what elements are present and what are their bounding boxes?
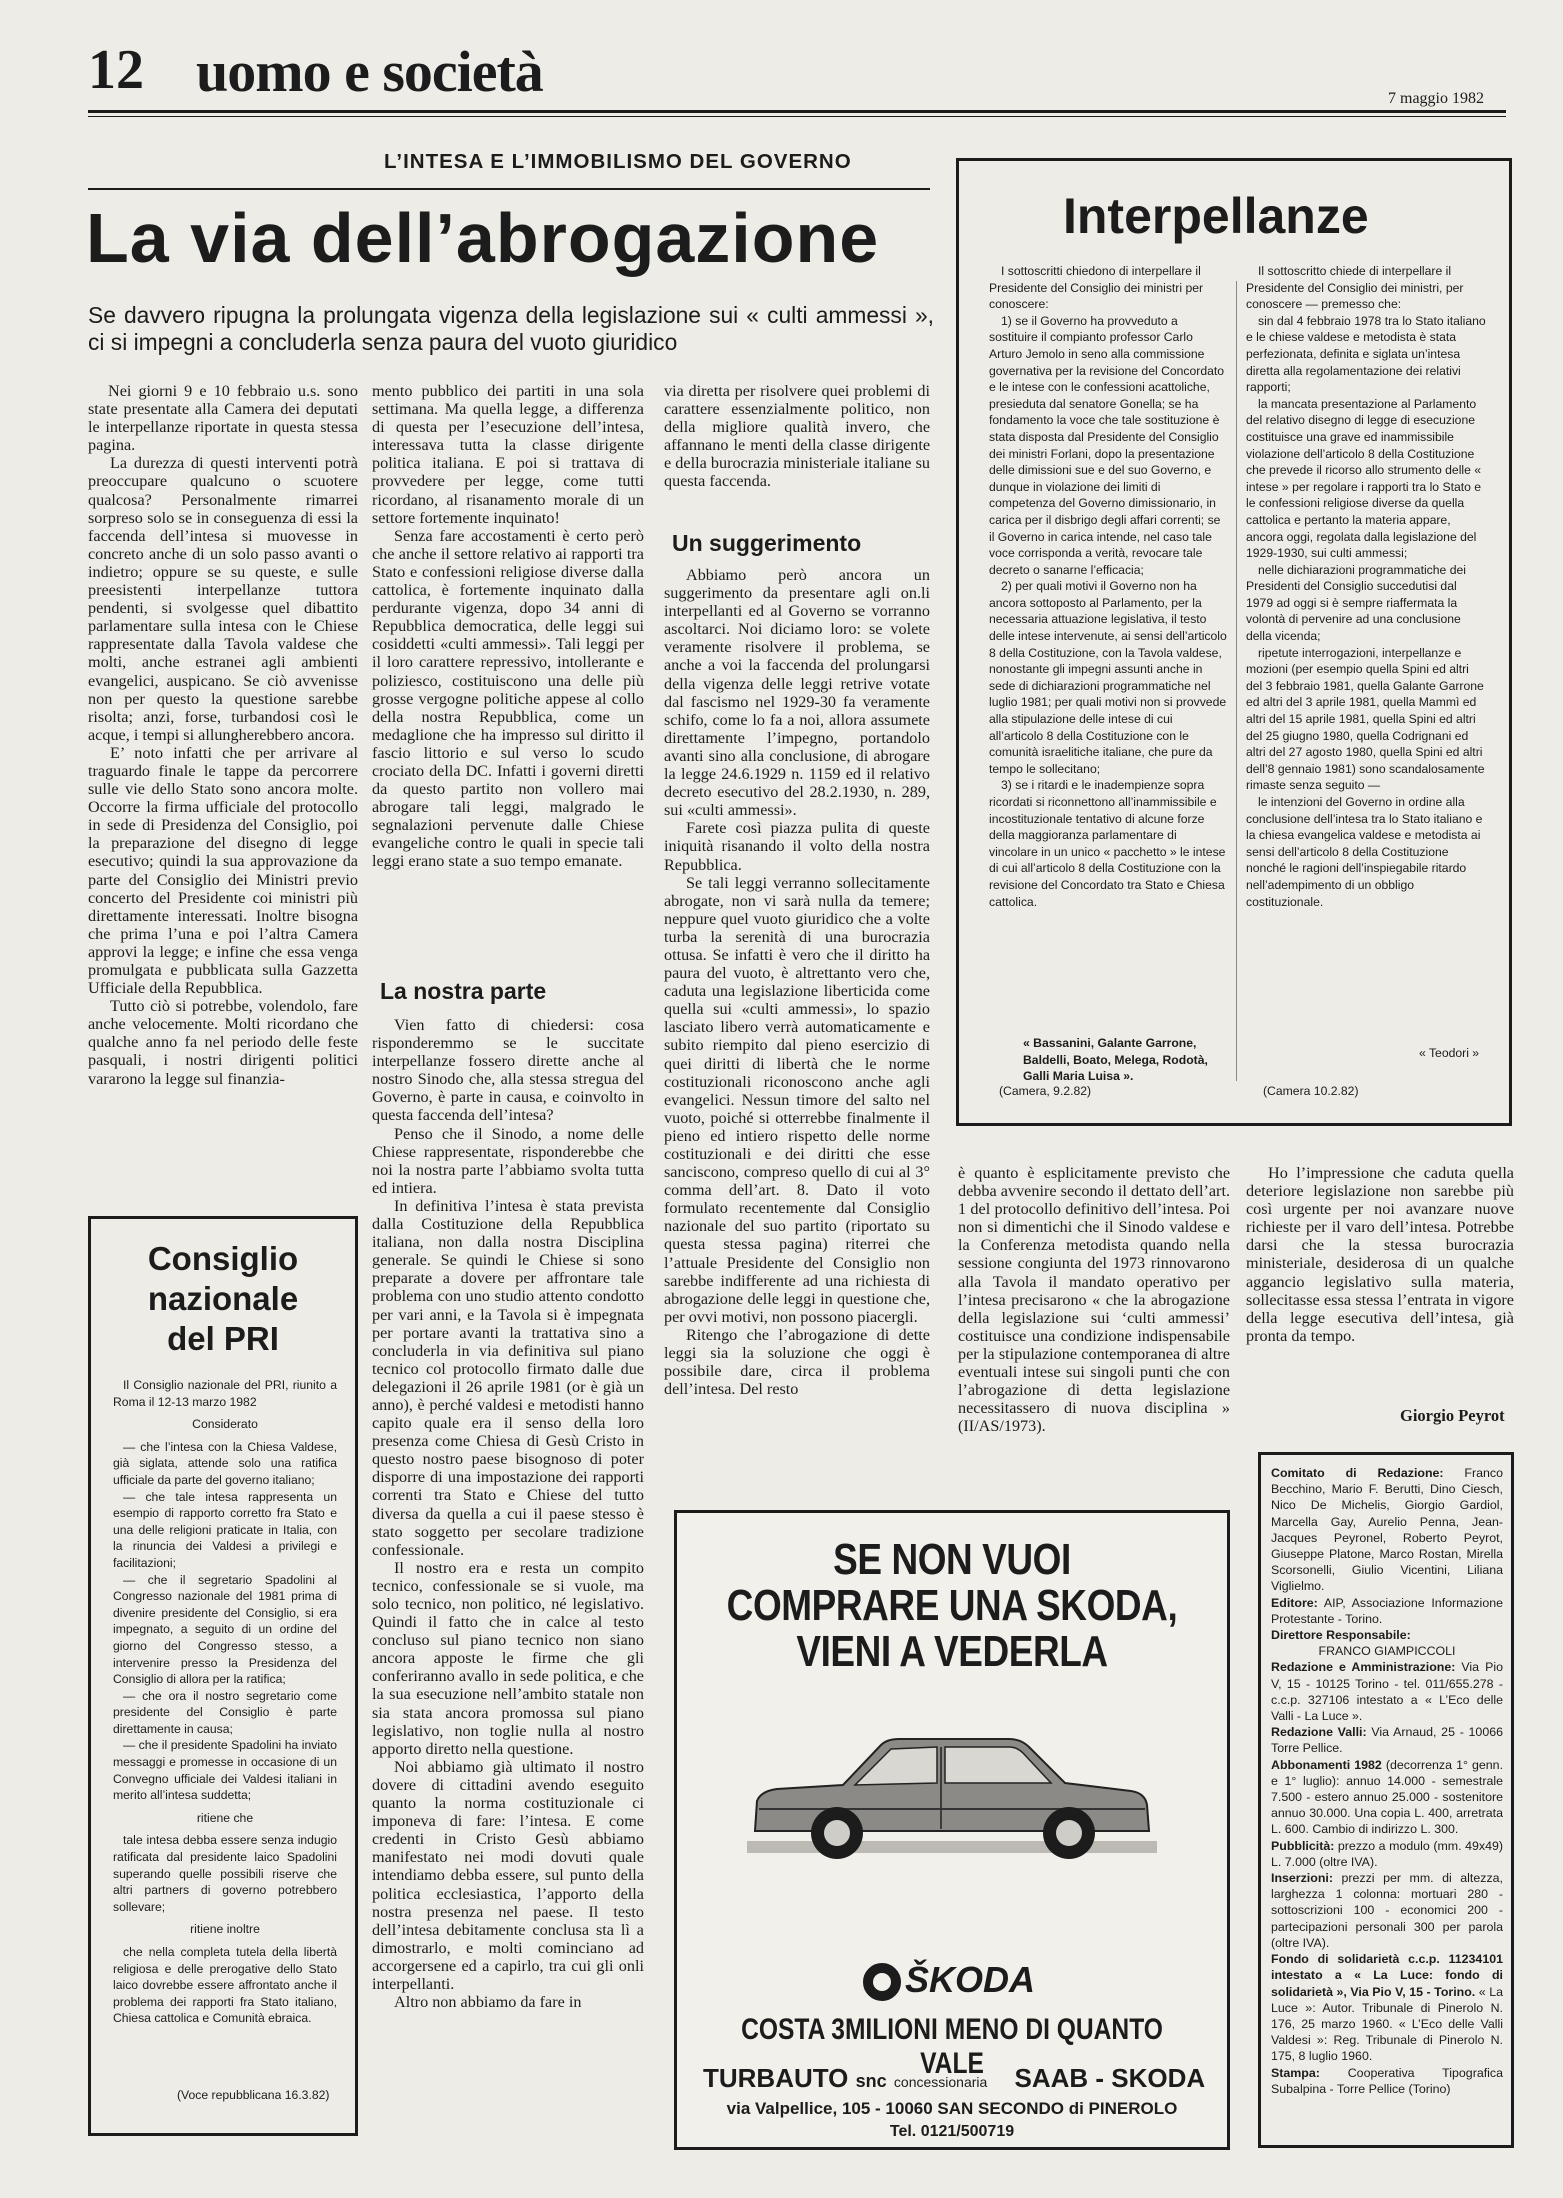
skoda-logo-inner (873, 1973, 891, 1991)
paragraph: Il sottoscritto chiede di interpellare il Presidente del Consiglio dei ministri, per conoscere — premesso che: (1246, 264, 1464, 312)
masthead-line (1271, 1627, 1503, 1643)
masthead-label: Comitato di Redazione: (1271, 1466, 1444, 1480)
masthead-line (1271, 1838, 1503, 1870)
interpellanze-right (1246, 263, 1486, 1003)
masthead-label: Inserzioni: (1271, 1871, 1333, 1886)
paragraph: ripetute interrogazioni, interpellanze e mozioni (per esempio quella Spini ed altri del 3 febbraio 1981, quella Galante Garrone ed altri del 3 aprile 1981, quella Mammì ed altri del 15 aprile 1981, quella Spini ed altri del 25 giugno 1980, quella Codrignani ed altri del 27 agosto 1980, quella Spini ed altri dell’8 gennaio 1981) sono scandalosamente rimaste senza seguito — (1246, 645, 1485, 793)
masthead-text: Via Arnaud, 25 - 10066 Torre Pellice. (1271, 1725, 1503, 1756)
paragraph: Vien fatto di chiedersi: cosa risponderemmo se le succitate interpellanze fossero dirette anche al nostro Sinodo che, alla stessa stregua del Governo, è parte in causa, e coinvolto in questa faccenda dell’intesa? (372, 1016, 644, 1125)
masthead-line (1271, 1870, 1503, 1951)
car-shadow (747, 1841, 1157, 1853)
paragraph: Noi abbiamo già ultimato il nostro dovere di cittadini avendo eseguito quanto la norma costituzionale ci imponeva di fare: l’intesa. E come credenti in Cristo Gesù abbiamo manifestato nei modi dovuti quale intendiamo debba essere, sul punto della politica ecclesiastica, l’apporto della nostra presenza nel paese. Il testo dell’intesa debitamente conclusa sta lì a dimostrarlo, e molti cominciano ad accorgersene ed a capirlo, tra cui gli onli interpellanti. (372, 1757, 644, 1993)
masthead-line (1271, 1643, 1503, 1659)
paragraph: Abbiamo però ancora un suggerimento da presentare agli on.li interpellanti ed al Governo se vorranno ascoltarci. Noi diciamo loro: se volete veramente risolvere il problema, se anche a voi la faccenda del prolungarsi della vigenza delle leggi retrive votate dal fascismo nel 1929-30 fa veramente schifo, come lo fa a noi, allora assumete direttamente l’impegno, portandolo avanti sino alla conclusione, di abrogare la legge 24.6.1929 n. 1159 ed il relativo decreto esecutivo del 28.2.1930, n. 289, sui «culti ammessi». (664, 566, 930, 820)
pri-considerato: Considerato (192, 1417, 258, 1432)
masthead-text: prezzi per mm. di altezza, larghezza 1 colonna: mortuari 280 - sottoscrizioni 100 - economici 200 - partecipazioni personali 300 per parola (oltre IVA). (1271, 1871, 1503, 1950)
masthead-label: Direttore Responsabile: (1271, 1628, 1411, 1643)
paragraph: Ho l’impressione che caduta quella deteriore legislazione non sarebbe più così urgente per noi avanzare nuove richieste per il varo dell’intesa. Potrebbe darsi che la stessa burocrazia ministeriale, desiderosa di un qualche aggancio legislativo sulla materia, sollecitasse essa stessa l’entrata in vigore della legge esecutiva dell’intesa, già pronta da tempo. (1246, 1164, 1514, 1345)
section-title: uomo e società (196, 39, 543, 104)
article-column-4 (958, 1164, 1230, 1494)
ad-headline-line: COMPRARE UNA SKODA, (726, 1581, 1178, 1630)
masthead-text: « La Luce »: Autor. Tribunale di Pinerolo N. 176, 25 marzo 1960. « L’Eco delle Valli Valdesi »: Reg. Tribunale di Pinerolo N. 175, 8 luglio 1960. (1271, 1984, 1503, 2064)
paragraph: Altro non abbiamo da fare in (394, 1993, 582, 2012)
masthead-text: (decorrenza 1° genn. e 1° luglio): annuo 14.000 - semestrale 7.500 - estero annuo 25.000 - sostenitore annuo 30.000. Una copia L. 400, arretrata L. 600. Cambio di indirizzo L. 300. (1271, 1757, 1503, 1837)
masthead-line (1271, 1465, 1503, 1595)
paragraph: Penso che il Sinodo, a nome delle Chiese rappresentate, risponderebbe che noi la nostra parte l’abbiamo svolta tutta ed intiera. (372, 1124, 644, 1197)
ad-brand: ŠKODA (905, 1959, 1036, 2000)
paragraph: Farete così piazza pulita di queste iniquità risanando il volto della nostra Repubblica. (664, 819, 930, 874)
masthead-text: Franco Becchino, Mario F. Berutti, Dino Ciesch, Nico De Michelis, Giorgio Gardiol, Marcella Gay, Aurelio Penna, Jean-Jacques Peyronel, Roberto Peyrot, Giuseppe Platone, Marco Rostan, Mirella Scorsonelli, Giulio Vicentini, Liliana Viglielmo. (1271, 1466, 1503, 1594)
masthead-label: Editore: (1271, 1595, 1318, 1610)
masthead-text: Via Pio V, 15 - 10125 Torino - tel. 011/655.278 - c.c.p. 327106 intestato a « L’Eco delle Valli - La Luce ». (1271, 1660, 1503, 1724)
interpellanze-right-signer: « Teodori » (1419, 1046, 1480, 1060)
ad-dealer-role: concessionaria (893, 2074, 988, 2090)
paragraph: la mancata presentazione al Parlamento del relativo disegno di legge di esecuzione costituisce una grave ed inammissibile violazione dell’articolo 8 della Costituzione che prevede il ricorso allo strumento delle « intese » per regolare i rapporti tra lo Stato e le confessioni religiose diverse da quella cattolica e pertanto la materia appare, ancora oggi, regolata dalla legislazione del 1929-1930, sui culti ammessi; (1246, 396, 1482, 561)
ad-phone: Tel. 0121/500719 (889, 2123, 1015, 2140)
article-subtitle: Se davvero ripugna la prolungata vigenza della legislazione sui « culti ammessi », ci si impegni a concluderla senza paura del vuoto giuridico (88, 302, 934, 355)
article-headline: La via dell’abrogazione (86, 199, 880, 277)
paragraph: Ritengo che l’abrogazione di dette leggi sia la soluzione che oggi è possibile dare, circa il problema dell’intesa. Del resto (664, 1325, 930, 1399)
skoda-logo-icon (863, 1963, 901, 2001)
paragraph: Nei giorni 9 e 10 febbraio u.s. sono state presentate alla Camera dei deputati le interpellanze riportate in questa stessa pagina. (88, 382, 358, 455)
article-column-5 (1246, 1164, 1514, 1408)
kicker-rule (88, 188, 930, 190)
ad-headline-line: SE NON VUOI (833, 1535, 1071, 1584)
pri-item: — che il presidente Spadolini ha inviato messaggi e promesse in occasione di un Convegno ufficiale dei Valdesi italiani in merito all’intesa suddetta; (113, 1738, 337, 1803)
masthead-line (1271, 1659, 1503, 1724)
paragraph: Tutto ciò si potrebbe, volendolo, fare anche velocemente. Molti ricordano che qualche anno fa nel periodo delle feste pasquali, i nostri dirigenti politici vararono la legge sul finanzia- (88, 997, 358, 1088)
pri-box (88, 1216, 358, 2136)
masthead-body (1271, 1465, 1503, 2141)
pri-item: — che ora il nostro segretario come presidente del Consiglio è parte direttamente in causa; (113, 1688, 337, 1736)
pri-item: — che il segretario Spadolini al Congresso nazionale del 1981 prima di divenire presidente del Consiglio, si era impegnato, a seguito di un ordine del giorno del Congresso stesso, a intervenire presso la Presidenza del Consiglio di allora per la ratifica; (113, 1572, 337, 1687)
paragraph: 1) se il Governo ha provveduto a sostituire il compianto professor Carlo Arturo Jemolo in seno alla commissione governativa per la revisione del Concordato e le intese con le confessioni acattoliche, presieduta dal senatore Gonella; se ha fondamento la voce che tale sostituzione è stata disposta dal Presidente del Consiglio dei ministri Forlani, dopo la presentazione delle dimissioni sue e del suo Governo, e dunque in violazione dei limiti di competenza del Governo dimissionario, in carica per il disbrigo degli affari correnti; se il Governo in carica intende, nel caso tale voce corrisponda a verità, revocare tale decreto o sanarne l’efficacia; (989, 313, 1225, 577)
masthead-line (1271, 1595, 1503, 1627)
ad-address: via Valpellice, 105 - 10060 SAN SECONDO di PINEROLO (726, 2099, 1178, 2118)
pri-title-line: nazionale (147, 1280, 299, 1317)
masthead-box (1258, 1452, 1514, 2148)
paragraph: Il Consiglio nazionale del PRI, riunito a Roma il 12-13 marzo 1982 (113, 1378, 337, 1409)
header-date: 7 maggio 1982 (1388, 90, 1484, 107)
paragraph: è quanto è esplicitamente previsto che debba avvenire secondo il dettato dell’art. 1 del protocollo definitivo dell’intesa. Poi non si dimentichi che il Sinodo valdese e la Conferenza metodista quando nella sessione congiunta del 1973 rinnovarono alla Tavola il mandato operativo per l’intesa precisarono « che la abrogazione della legislazione sui ‘culti ammessi’ costituisce una condizione indispensabile per la stipulazione contemporanea di altre eventuali intese sui singoli punti che con l’abrogazione di detta legislazione necessitassero di nuova disciplina » (II/AS/1973). (958, 1164, 1230, 1436)
masthead-label: Abbonamenti 1982 (1271, 1757, 1382, 1772)
interpellanze-box (956, 158, 1512, 1126)
ad-headline (721, 1537, 1183, 1675)
pri-title (91, 1239, 355, 1359)
paragraph: In definitiva l’intesa è stata prevista dalla Costituzione della Repubblica italiana, non dalla nostra Disciplina generale. Se quindi le Chiese si sono preparate a dovere per affrontare tale problema con uno studio attento condotto per vari anni, e la Tavola si è impegnata per portare avanti la trattativa sino a concluderla in via definitiva sul piano tecnico col protocollo firmato dalle due delegazioni il 26 aprile 1981 (or è già un anno), è perché valdesi e metodisti hanno capito quale era il senso della loro presenza come Chiesa di Gesù Cristo in questo nostro paese bisognoso di poter disporre di una impostazione dei rapporti correnti tra Stato e Chiese del tutto diversa da quella a cui il paese stesso è stato soggetto per secolare tradizione confessionale. (372, 1196, 644, 1559)
pri-item: — che l’intesa con la Chiesa Valdese, già siglata, attende solo una ratifica ufficiale da parte del governo italiano; (113, 1439, 337, 1487)
ad-headline-line: VIENI A VEDERLA (796, 1627, 1108, 1676)
article-author: Giorgio Peyrot (1400, 1406, 1505, 1425)
masthead-text: FRANCO GIAMPICCOLI (1318, 1644, 1456, 1659)
ad-dealer-snc: snc (855, 2071, 887, 2091)
car-hub-rear (1056, 1820, 1082, 1846)
pri-title-line: Consiglio (147, 1240, 299, 1277)
pri-item: — che tale intesa rappresenta un esempio di rapporto corretto fra Stato e una delle religioni praticate in Italia, con la rinuncia dei Valdesi a privilegi e facilitazioni; (113, 1489, 337, 1570)
subhead-suggerimento: Un suggerimento (672, 530, 862, 556)
masthead-label: Stampa: (1271, 2065, 1320, 2080)
skoda-ad (674, 1510, 1230, 2150)
ad-dealer-brands: SAAB - SKODA (1014, 2063, 1206, 2093)
interpellanze-divider (1236, 281, 1237, 1081)
paragraph: mento pubblico dei partiti in una sola settimana. Ma quella legge, a differenza di questa per l’esecuzione dell’intesa, interessava tutta la classe dirigente politica italiana. E poi si trattava di provvedere per legge, come tutti ricordano, al risanamento morale di un settore fortemente inquinato! (372, 382, 644, 527)
pri-ritiene: ritiene che (196, 1810, 254, 1825)
masthead-line (1271, 2065, 1503, 2097)
masthead-label: Redazione Valli: (1271, 1725, 1367, 1740)
article-column-3b (664, 566, 930, 1492)
header-rule-thin (88, 116, 1506, 117)
pri-body (113, 1377, 337, 2067)
car-illustration (747, 1713, 1157, 1883)
masthead-text: prezzo a modulo (mm. 49x49) L. 7.000 (oltre IVA). (1271, 1838, 1503, 1869)
masthead-label: Fondo di solidarietà c.c.p. 11234101 intestato a « La Luce: fondo di solidarietà », Via Pio V, 15 - Torino. (1271, 1952, 1503, 1999)
paragraph: Il nostro era e resta un compito tecnico, confessionale se si vuole, ma solo tecnico, non politico, né legislativo. Quindi il fatto che in calce al testo concluso sul piano tecnico non siano ancora apposte le firme che gli conferiranno avallo in sede politica, e che la sua esecuzione nell’ambito statale non sia stata ancora promossa sul piano legislativo, non toglie nulla al nostro apporto diretto nella questione. (372, 1558, 644, 1758)
ad-dealer-row (703, 2063, 1213, 2094)
masthead-line (1271, 1724, 1503, 1756)
paragraph: nelle dichiarazioni programmatiche dei Presidenti del Consiglio succedutisi dal 1979 ad oggi si è sempre riaffermata la volontà di pervenire ad una conclusione della vicenda; (1246, 562, 1466, 644)
article-column-3 (664, 382, 930, 512)
paragraph: I sottoscritti chiedono di interpellare il Presidente del Consiglio dei ministri per conoscere: (989, 264, 1204, 312)
masthead-text: Cooperativa Tipografica Subalpina - Torre Pellice (Torino) (1271, 2065, 1503, 2096)
paragraph: le intenzioni del Governo in ordine alla conclusione dell’intesa tra lo Stato italiano e la chiesa evangelica valdese e metodista ai sensi dell’articolo 8 della Costituzione nonché le ragioni dell’inspiegabile ritardo nell’adempimento di un obbligo costituzionale. (1246, 795, 1483, 909)
article-column-2b (372, 1016, 644, 2168)
interpellanze-title: Interpellanze (1063, 188, 1369, 244)
article-column-2 (372, 382, 644, 962)
paragraph: La durezza di questi interventi potrà preoccupare qualcuno o scuotere qualcosa? Personalmente rimarrei sorpreso solo se in conseguenza di essi la faccenda dell’intesa si muovesse in concreto anche di un solo passo avanti o indietro; oppure se su queste, e sulle preesistenti interpellanze tuttora pendenti, si svolgesse quel dibattito parlamentare sulla intesa con le Chiese rappresentate dalla Tavola valdese che molti, anche estranei agli ambienti evangelici, auspicano. Se ciò avvenisse non per questo la questione sarebbe risolta; anzi, forse, turbandosi così le acque, i tempi si allungherebbero ancora. (88, 454, 358, 744)
interpellanze-right-source: (Camera 10.2.82) (1263, 1084, 1359, 1098)
page-number: 12 (88, 39, 144, 101)
car-hub-front (824, 1820, 850, 1846)
pri-source: (Voce repubblicana 16.3.82) (177, 2088, 330, 2102)
ad-tagline: COSTA 3MILIONI MENO DI QUANTO VALE (741, 2013, 1163, 2080)
masthead-label: Redazione e Amministrazione: (1271, 1660, 1456, 1675)
paragraph: che nella completa tutela della libertà religiosa e delle prerogative dello Stato laico dovrebbe essere affrontato anche il problema dei rapporti fra Stato italiano, Chiesa cattolica e Comunità ebraica. (113, 1945, 337, 2026)
paragraph: tale intesa debba essere senza indugio ratificata dal presidente laico Spadolini superando quelle possibili riserve che altri partners di governo potrebbero sollevare; (113, 1833, 337, 1914)
ad-dealer-name: TURBAUTO (703, 2063, 849, 2093)
pri-ritiene-inoltre: ritiene inoltre (190, 1922, 260, 1937)
paragraph: 2) per quali motivi il Governo non ha ancora sottoposto al Parlamento, per la necessaria attuazione legislativa, il testo delle intese intervenute, ai sensi dell’articolo 8 della Costituzione, con la Tavola valdese, nonostante gli impegni assunti anche in sede di dichiarazioni programmatiche nel luglio 1981; per quali motivi non si provvede alla stipulazione delle intese di cui all’articolo 8 della Costituzione con le comunità israelitiche italiane, che pure da tempo le sollecitano; (989, 579, 1227, 776)
interpellanze-left-signers: « Bassanini, Galante Garrone, Baldelli, Boato, Melega, Rodotà, Galli Maria Luisa ». (1023, 1036, 1208, 1084)
header-rule (88, 110, 1506, 113)
article-column-1 (88, 382, 358, 1172)
masthead-text: AIP, Associazione Informazione Protestante - Torino. (1271, 1595, 1503, 1626)
paragraph: E’ noto infatti che per arrivare al traguardo finale le tappe da percorrere sulle vie dello Stato sono ancora molte. Occorre la firma ufficiale del protocollo in sede di Presidenza del Consiglio, poi la preparazione del disegno di legge esecutivo; quindi la sua approvazione da parte del Consiglio dei Ministri previo concerto del Presidente coi ministri più direttamente interessati. Inoltre bisogna che prima l’una e poi l’altra Camera approvi la legge; e infine che essa venga promulgata e pubblicata sulla Gazzetta Ufficiale della Repubblica. (88, 743, 358, 998)
masthead-label: Pubblicità: (1271, 1838, 1335, 1853)
paragraph: Se tali leggi verranno sollecitamente abrogate, non vi sarà nulla da temere; neppure quel vuoto giuridico che a volte turba la serenità di una burocrazia ottusa. Se infatti è vero che il diritto ha paura del vuoto, è altrettanto vero che, caduta una legislazione liberticida come quella sui «culti ammessi», lo spazio lasciato libero verrà automaticamente e subito riempito dal pieno esercizio di quei diritti di libertà che le norme costituzionali riconoscono anche agli evangelici. Nessun timore del salto nel vuoto, poiché si otterrebbe finalmente il pieno ed intiero rispetto delle norme costituzionali e dei diritti che esse sanciscono, compreso quello di cui al 3° comma dell’art. 8. Dato il voto formulato recentemente dal Consiglio nazionale del suo partito (riportato su questa stessa pagina) riterrei che l’attuale Presidente del Consiglio non sarebbe indifferente ad una richiesta di abrogazione delle leggi in questione che, per ovvi motivi, non possono piacergli. (664, 873, 930, 1326)
article-kicker: L’INTESA E L’IMMOBILISMO DEL GOVERNO (384, 150, 852, 173)
interpellanze-left (989, 263, 1227, 1003)
interpellanze-left-source: (Camera, 9.2.82) (999, 1084, 1092, 1098)
subhead-nostra-parte: La nostra parte (380, 978, 547, 1004)
paragraph: Senza fare accostamenti è certo però che anche il settore relativo ai rapporti tra Stato e confessioni religiose diverse dalla cattolica, è fortemente inquinato dalla perdurante vigenza, dopo 34 anni di Repubblica democratica, delle leggi sui cosiddetti «culti ammessi». Tali leggi per il loro carattere repressivo, intollerante e poliziesco, costituiscono una delle più grosse vergogne politiche appese al collo della nostra Repubblica, come un medaglione che ha impresso sul diritto il fascio littorio e sul verso lo scudo crociato della DC. Infatti i governi diretti da questo partito non vollero mai abrogare tali leggi, malgrado le segnalazioni pervenute dalle Chiese evangeliche contro le quali in specie tali leggi erano state a suo tempo emanate. (372, 526, 644, 871)
paragraph: 3) se i ritardi e le inadempienze sopra ricordati si riconnettono all’inammissibile e incostituzionale tentativo di alcune forze della maggioranza parlamentare di vincolare in un unico « pacchetto » le intese di cui all’articolo 8 della Costituzione con la revisione del Concordato tra Stato e Chiesa cattolica. (989, 778, 1226, 909)
pri-title-line: del PRI (167, 1320, 279, 1357)
paragraph: sin dal 4 febbraio 1978 tra lo Stato italiano e le chiese valdese e metodista è stata perfezionata, definita e siglata un’intesa diretta alla regolamentazione dei relativi rapporti; (1246, 313, 1486, 395)
paragraph: via diretta per risolvere quei problemi di carattere essenzialmente politico, non della migliore qualità invero, che affannano le menti della classe dirigente e della burocrazia ministeriale italiane su questa faccenda. (664, 382, 930, 491)
masthead-line (1271, 1757, 1503, 1838)
masthead-line (1271, 1951, 1503, 2064)
